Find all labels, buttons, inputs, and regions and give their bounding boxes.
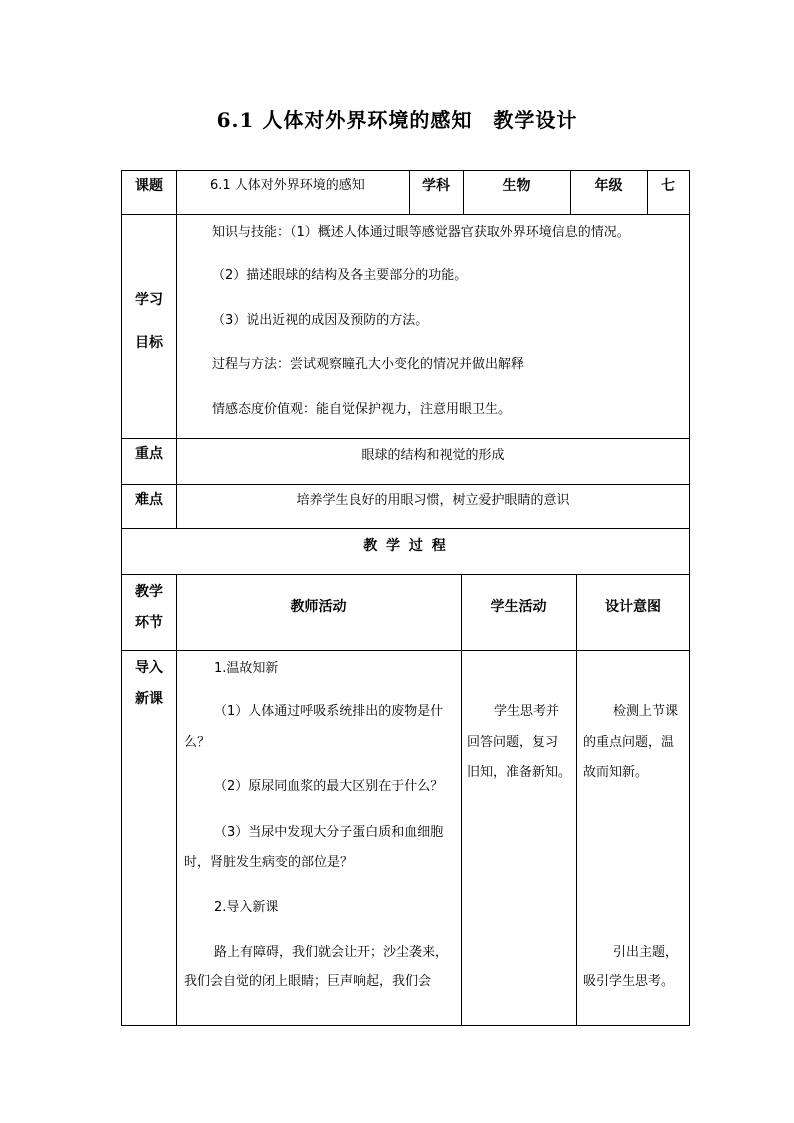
teacher-line: （3）当尿中发现大分子蛋白质和血细胞 bbox=[214, 825, 444, 840]
teacher-line: 2.导入新课 bbox=[214, 900, 279, 915]
stage-header-line2: 环节 bbox=[135, 615, 163, 631]
teacher-line: （2）原尿同血浆的最大区别在于什么？ bbox=[214, 779, 444, 794]
intent-header: 设计意图 bbox=[605, 599, 661, 615]
teacher-line: 1.温故知新 bbox=[214, 661, 279, 676]
grade-label: 年级 bbox=[594, 178, 623, 194]
teacher-header: 教师活动 bbox=[290, 599, 347, 615]
teacher-line: 么？ bbox=[184, 735, 211, 750]
intent-line: 吸引学生思考。 bbox=[583, 974, 675, 989]
student-line: 学生思考并 bbox=[494, 704, 560, 719]
row-divider bbox=[121, 528, 690, 529]
teacher-line: （1）人体通过呼吸系统排出的废物是什 bbox=[214, 704, 444, 719]
table-border-bottom bbox=[121, 1025, 690, 1026]
objectives-label-line1: 学习 bbox=[135, 292, 163, 308]
difficulty-label: 难点 bbox=[135, 492, 163, 508]
col-divider bbox=[461, 574, 462, 1025]
table-border-top bbox=[121, 170, 690, 171]
student-line: 回答问题，复习 bbox=[467, 735, 559, 750]
intent-line: 引出主题， bbox=[613, 945, 679, 960]
row-divider bbox=[121, 650, 690, 651]
col-divider bbox=[176, 574, 177, 1025]
course-label: 学科 bbox=[422, 178, 450, 194]
objective-line: 知识与技能：（1）概述人体通过眼等感觉器官获取外界环境信息的情况。 bbox=[212, 225, 630, 240]
key-point-value: 眼球的结构和视觉的形成 bbox=[361, 448, 505, 463]
row-divider bbox=[121, 438, 690, 439]
row-divider bbox=[121, 214, 690, 215]
intro-stage-line1: 导入 bbox=[135, 660, 163, 676]
objective-line: （2）描述眼球的结构及各主要部分的功能。 bbox=[212, 268, 468, 283]
objective-line: （3）说出近视的成因及预防的方法。 bbox=[212, 313, 429, 328]
student-header: 学生活动 bbox=[490, 599, 547, 615]
intro-stage-line2: 新课 bbox=[135, 691, 163, 707]
row-divider bbox=[121, 484, 690, 485]
stage-header-line1: 教学 bbox=[135, 584, 163, 600]
page-title: 6.1 人体对外界环境的感知 教学设计 bbox=[216, 108, 578, 132]
col-divider bbox=[576, 574, 577, 1025]
process-header: 教 学 过 程 bbox=[363, 538, 448, 554]
teacher-line: 我们会自觉的闭上眼睛；巨声响起，我们会 bbox=[184, 974, 432, 989]
objectives-label-line2: 目标 bbox=[135, 335, 163, 351]
difficulty-value: 培养学生良好的用眼习惯，树立爱护眼睛的意识 bbox=[296, 493, 570, 508]
teacher-line: 路上有障碍，我们就会让开；沙尘袭来， bbox=[214, 945, 449, 960]
table-border-right bbox=[689, 170, 690, 1026]
course-value: 生物 bbox=[502, 178, 531, 194]
subject-value: 6.1 人体对外界环境的感知 bbox=[210, 178, 365, 193]
objective-line: 情感态度价值观：能自觉保护视力，注意用眼卫生。 bbox=[212, 402, 512, 417]
objective-line: 过程与方法：尝试观察瞳孔大小变化的情况并做出解释 bbox=[212, 357, 525, 372]
student-line: 旧知，准备新知。 bbox=[467, 765, 572, 780]
intent-line: 故而知新。 bbox=[583, 765, 649, 780]
key-point-label: 重点 bbox=[135, 446, 163, 462]
intent-line: 检测上节课 bbox=[613, 704, 679, 719]
subject-label: 课题 bbox=[135, 178, 163, 194]
grade-value: 七 bbox=[661, 178, 675, 194]
intent-line: 的重点问题，温 bbox=[583, 735, 675, 750]
teacher-line: 时，肾脏发生病变的部位是？ bbox=[184, 855, 354, 870]
row-divider bbox=[121, 574, 690, 575]
col-divider bbox=[176, 214, 177, 528]
